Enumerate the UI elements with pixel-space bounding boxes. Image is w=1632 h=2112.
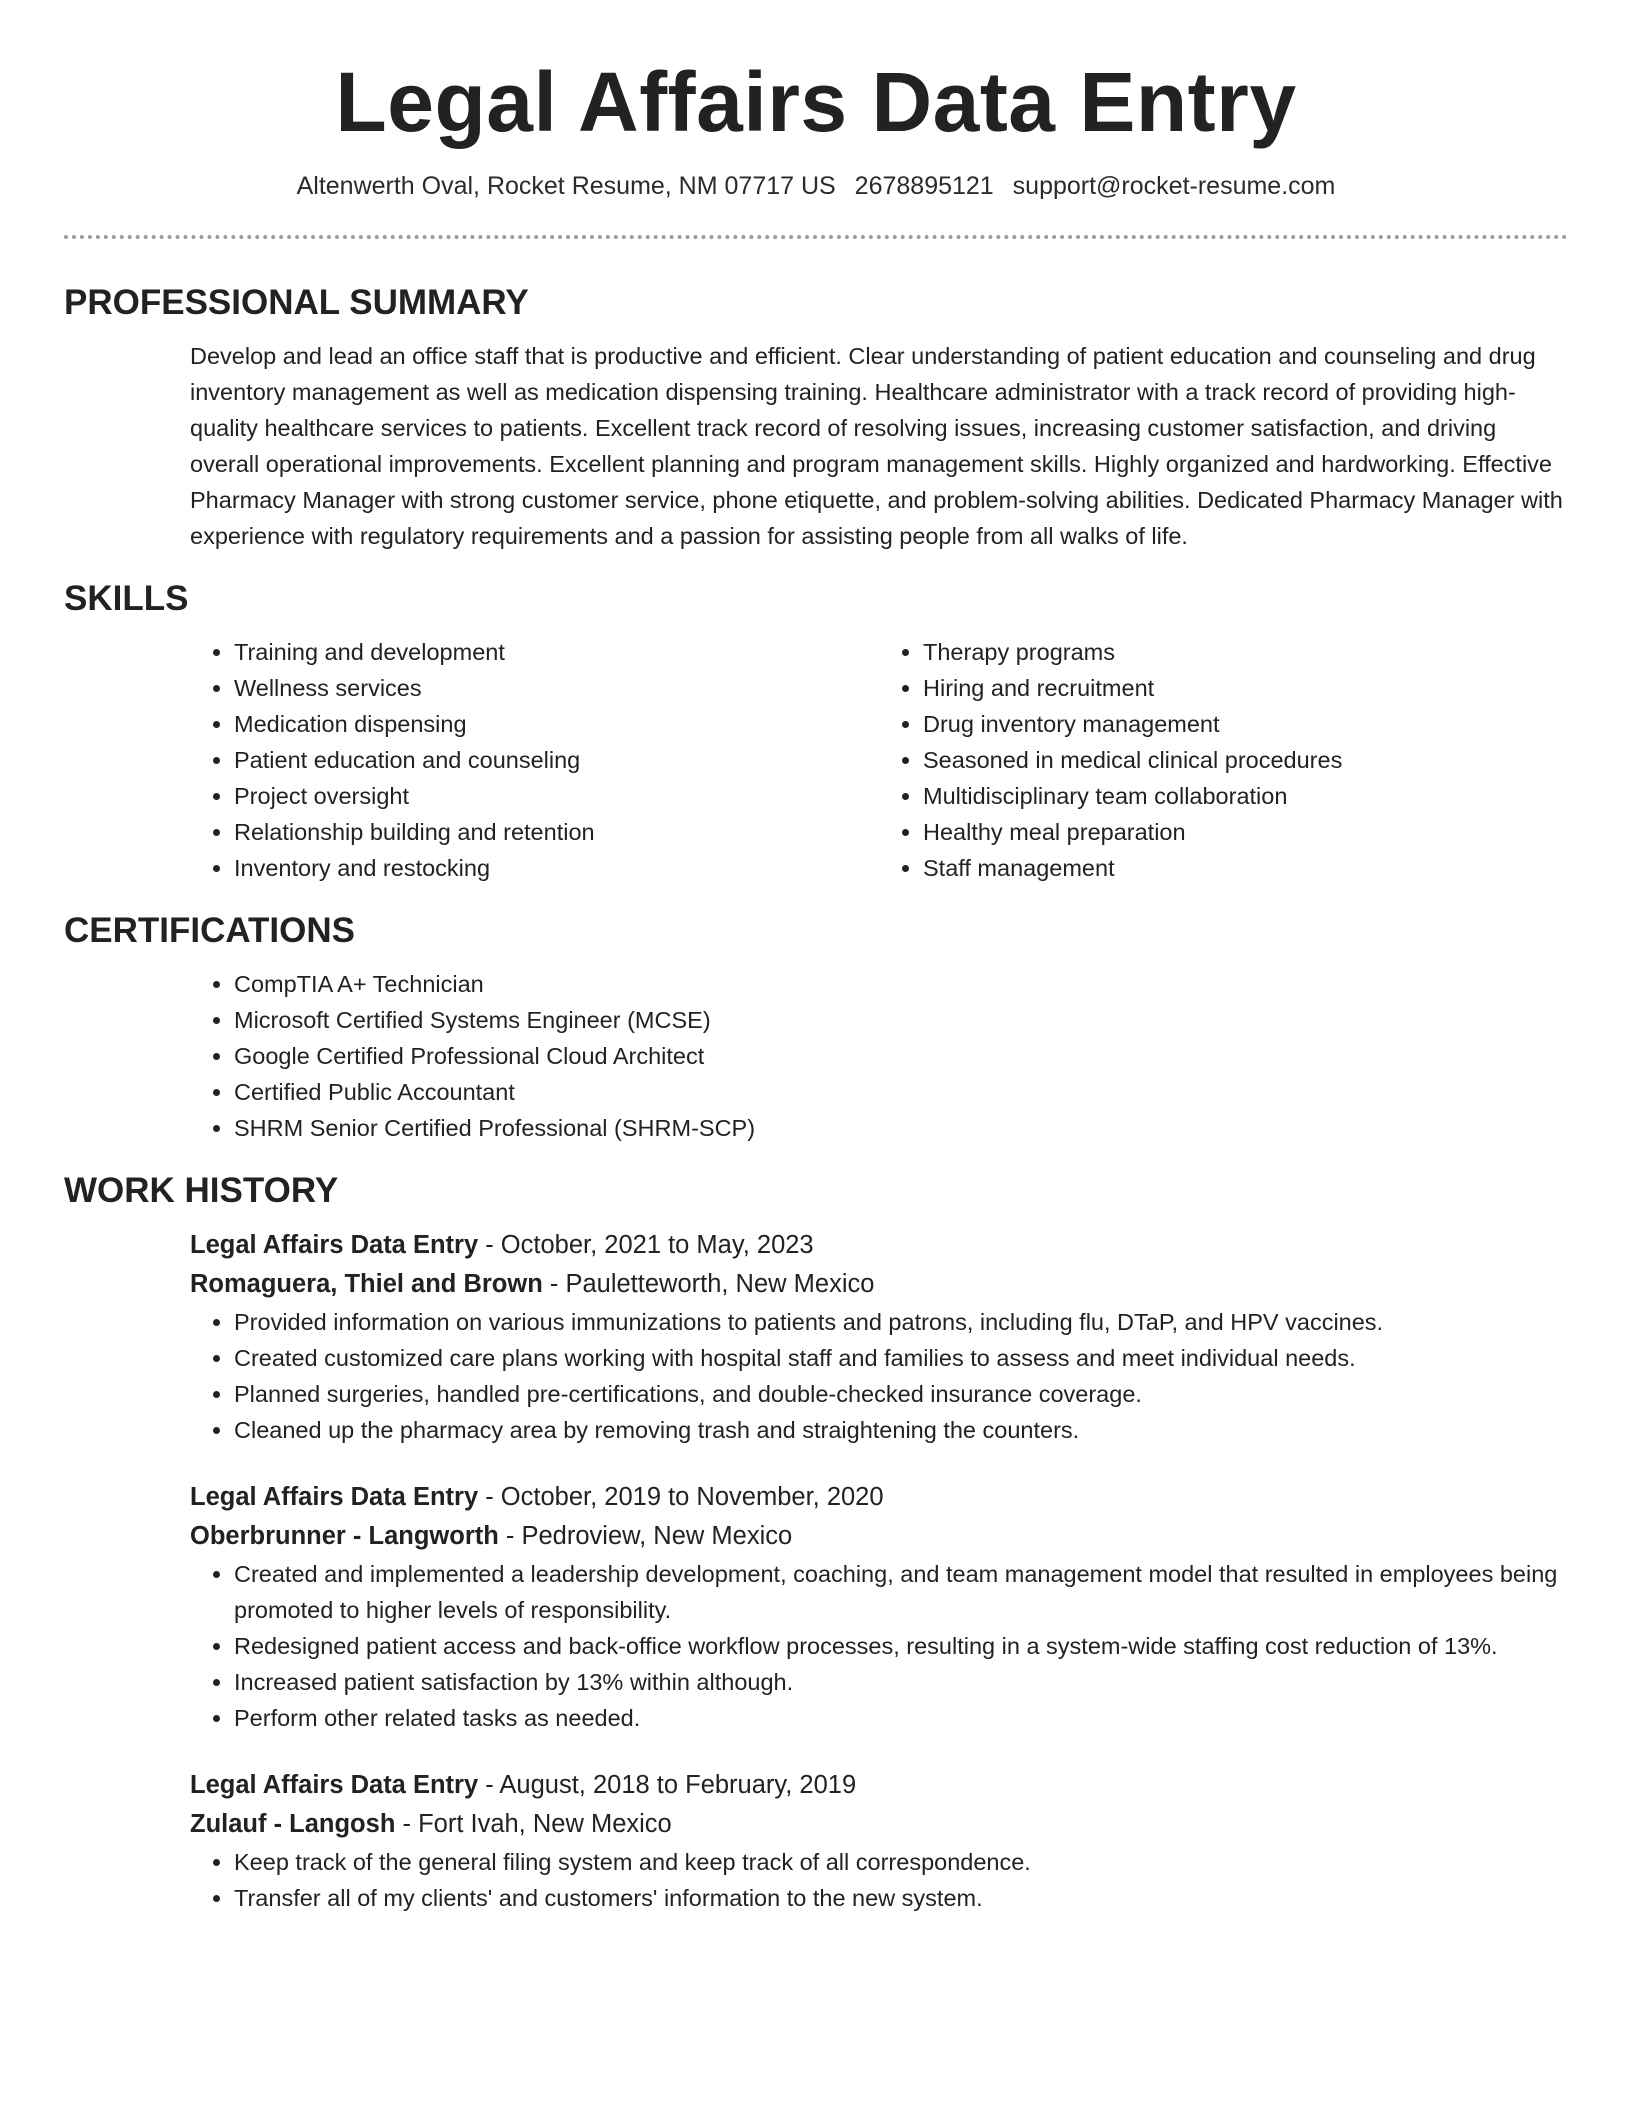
job-duties-list xyxy=(190,1304,1568,1448)
certification-item: • SHRM Senior Certified Professional (SHRM-SCP) xyxy=(234,1110,1568,1146)
contact-address: Altenwerth Oval, Rocket Resume, NM 07717 US xyxy=(296,171,836,200)
job-duty: • Increased patient satisfaction by 13% within although. xyxy=(234,1664,1568,1700)
job-entry xyxy=(64,1226,1568,1448)
skill-item: • Staff management xyxy=(923,850,1568,886)
skill-item: • Therapy programs xyxy=(923,634,1568,670)
skill-item: • Seasoned in medical clinical procedures xyxy=(923,742,1568,778)
resume-name: Legal Affairs Data Entry xyxy=(335,55,1297,149)
skill-item: • Wellness services xyxy=(234,670,879,706)
certification-item: • Google Certified Professional Cloud Architect xyxy=(234,1038,1568,1074)
job-company-line xyxy=(190,1265,1568,1304)
summary-heading: PROFESSIONAL SUMMARY xyxy=(64,282,529,322)
job-location: - Pedroview, New Mexico xyxy=(498,1521,793,1550)
skill-item: • Multidisciplinary team collaboration xyxy=(923,778,1568,814)
summary-section xyxy=(64,338,1568,554)
job-dates: - October, 2021 to May, 2023 xyxy=(478,1230,814,1259)
skill-item: • Hiring and recruitment xyxy=(923,670,1568,706)
skills-list-left xyxy=(190,634,879,886)
certifications-heading: CERTIFICATIONS xyxy=(64,910,356,950)
skill-item: • Training and development xyxy=(234,634,879,670)
job-company: Zulauf - Langosh xyxy=(190,1809,396,1838)
job-duty: • Perform other related tasks as needed. xyxy=(234,1700,1568,1736)
job-role: Legal Affairs Data Entry xyxy=(190,1770,479,1799)
contact-line xyxy=(64,171,1568,201)
job-location: - Pauletteworth, New Mexico xyxy=(542,1269,875,1298)
job-duty: • Keep track of the general filing system and keep track of all correspondence. xyxy=(234,1844,1568,1880)
job-role: Legal Affairs Data Entry xyxy=(190,1482,479,1511)
job-dates: - October, 2019 to November, 2020 xyxy=(478,1482,884,1511)
job-duties-list xyxy=(190,1556,1568,1736)
job-title-line xyxy=(190,1478,1568,1517)
contact-phone: 2678895121 xyxy=(854,171,994,200)
job-role: Legal Affairs Data Entry xyxy=(190,1230,479,1259)
summary-text: Develop and lead an office staff that is productive and efficient. Clear understanding of patient education and counseling and drug inventory management as well as medication dispensing training. Healthcare administrator with a track record of providing high-quality healthcare services to patients. Excellent track record of resolving issues, increasing customer satisfaction, and driving overall operational improvements. Excellent planning and program management skills. Highly organized and hardworking. Effective Pharmacy Manager with strong customer service, phone etiquette, and problem-solving abilities. Dedicated Pharmacy Manager with experience with regulatory requirements and a passion for assisting people from all walks of life. xyxy=(190,342,1563,549)
job-entry xyxy=(64,1478,1568,1736)
skills-heading: SKILLS xyxy=(64,578,189,618)
job-duty: • Cleaned up the pharmacy area by removing trash and straightening the counters. xyxy=(234,1412,1568,1448)
job-duty: • Planned surgeries, handled pre-certifications, and double-checked insurance coverage. xyxy=(234,1376,1568,1412)
job-duties-list xyxy=(190,1844,1568,1916)
job-title-line xyxy=(190,1766,1568,1805)
job-company: Oberbrunner - Langworth xyxy=(190,1521,499,1550)
skill-item: • Patient education and counseling xyxy=(234,742,879,778)
certifications-list xyxy=(190,966,1568,1146)
skill-item: • Drug inventory management xyxy=(923,706,1568,742)
job-title-line xyxy=(190,1226,1568,1265)
job-dates: - August, 2018 to February, 2019 xyxy=(478,1770,857,1799)
job-duty: • Redesigned patient access and back-office workflow processes, resulting in a system-wide staffing cost reduction of 13%. xyxy=(234,1628,1568,1664)
skill-item: • Inventory and restocking xyxy=(234,850,879,886)
certification-item: • Certified Public Accountant xyxy=(234,1074,1568,1110)
certifications-section xyxy=(64,966,1568,1146)
contact-email: support@rocket-resume.com xyxy=(1012,171,1336,200)
job-duty: • Created customized care plans working with hospital staff and families to assess and meet individual needs. xyxy=(234,1340,1568,1376)
skill-item: • Healthy meal preparation xyxy=(923,814,1568,850)
job-duty: • Transfer all of my clients' and customers' information to the new system. xyxy=(234,1880,1568,1916)
job-duty: • Created and implemented a leadership development, coaching, and team management model that resulted in employees being promoted to higher levels of responsibility. xyxy=(234,1556,1568,1628)
header-divider xyxy=(64,235,1568,239)
job-company-line xyxy=(190,1517,1568,1556)
skill-item: • Medication dispensing xyxy=(234,706,879,742)
skills-list-right xyxy=(879,634,1568,886)
skill-item: • Relationship building and retention xyxy=(234,814,879,850)
certification-item: • Microsoft Certified Systems Engineer (MCSE) xyxy=(234,1002,1568,1038)
skills-section xyxy=(64,634,1568,886)
certification-item: • CompTIA A+ Technician xyxy=(234,966,1568,1002)
job-company-line xyxy=(190,1805,1568,1844)
job-entry xyxy=(64,1766,1568,1916)
job-company: Romaguera, Thiel and Brown xyxy=(190,1269,543,1298)
job-duty: • Provided information on various immunizations to patients and patrons, including flu, DTaP, and HPV vaccines. xyxy=(234,1304,1568,1340)
work-history-heading: WORK HISTORY xyxy=(64,1170,339,1210)
skill-item: • Project oversight xyxy=(234,778,879,814)
job-location: - Fort Ivah, New Mexico xyxy=(395,1809,672,1838)
